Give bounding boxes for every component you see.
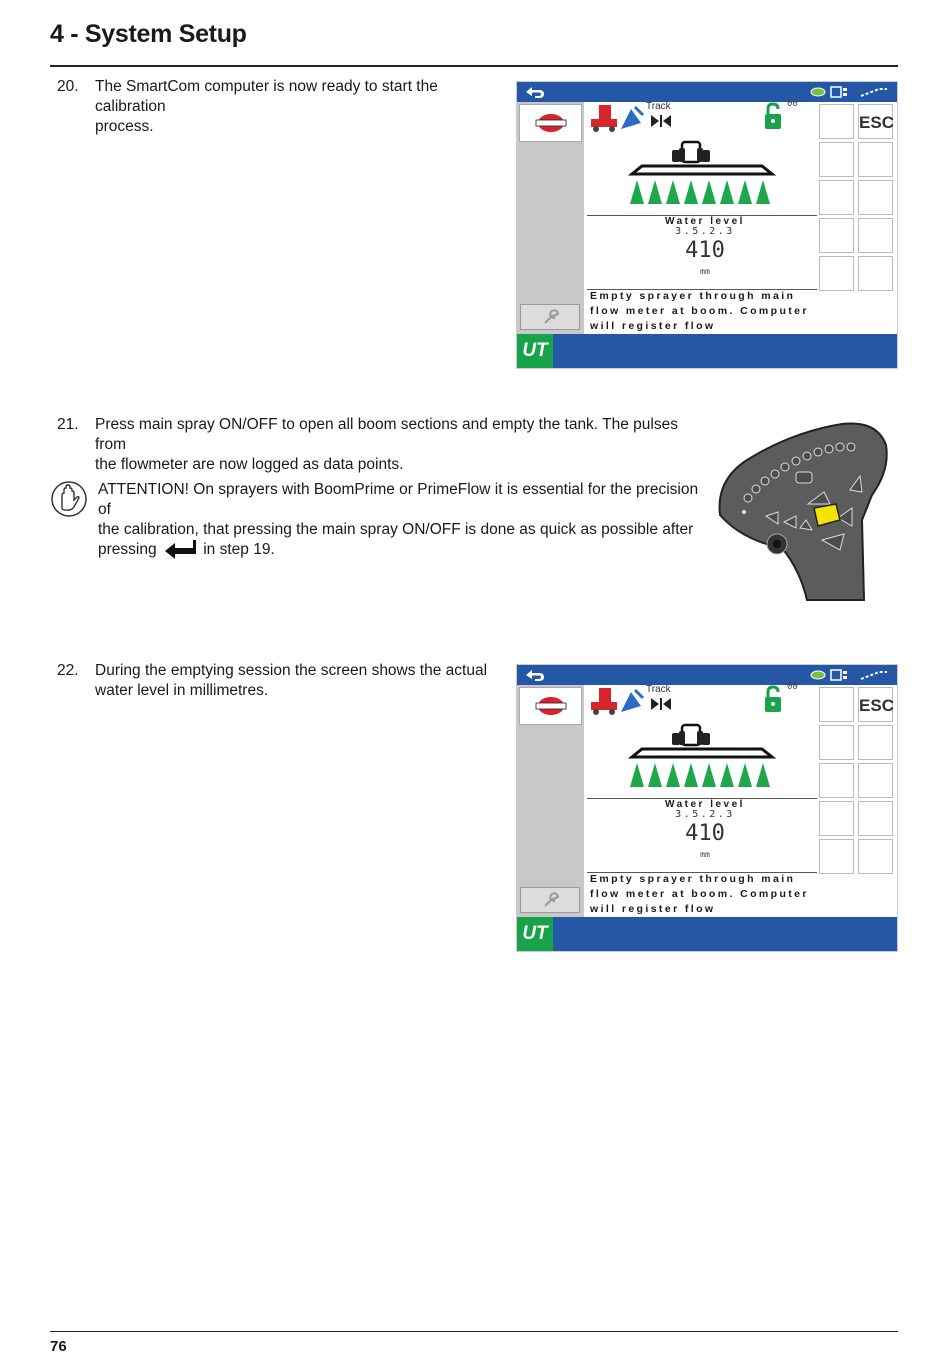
message-line2: flow meter at boom. Computer [590, 888, 809, 900]
footer-rule [50, 1331, 898, 1332]
terminal-screenshot-1 [516, 81, 898, 369]
water-level-code: 3.5.2.3 [675, 809, 735, 820]
terminal-screenshot-2 [516, 664, 898, 952]
water-level-unit: mm [700, 850, 710, 859]
soft-key[interactable] [819, 180, 854, 215]
satellite-icon [617, 103, 645, 133]
step-text-line2: water level in millimetres. [95, 682, 269, 699]
step-text-line1: During the emptying session the screen shows the actual [95, 662, 488, 679]
hardi-logo [520, 105, 581, 141]
wrench-button[interactable] [520, 887, 580, 913]
step-22 [57, 661, 512, 703]
soft-key[interactable] [819, 839, 854, 874]
status-icons [809, 667, 895, 683]
hardi-logo [520, 688, 581, 724]
step-text-line2: process. [95, 118, 154, 135]
soft-key[interactable] [819, 687, 854, 722]
ut-logo: UT [517, 334, 553, 368]
joystick-image [712, 420, 892, 602]
boom-icon [622, 717, 782, 789]
soft-key[interactable] [819, 142, 854, 177]
track-icon [649, 697, 673, 711]
water-level-value: 410 [685, 821, 725, 846]
water-level-value: 410 [685, 238, 725, 263]
message-line3: will register flow [590, 320, 716, 332]
soft-key[interactable] [858, 725, 893, 760]
soft-key[interactable] [858, 142, 893, 177]
attention-line1: ATTENTION! On sprayers with BoomPrime or PrimeFlow it is essential for the precision of [98, 481, 699, 518]
track-icon [649, 114, 673, 128]
message-line1: Empty sprayer through main [590, 873, 796, 885]
status-icons [809, 84, 895, 100]
left-column [517, 102, 584, 334]
track-label: Track [646, 684, 671, 695]
boom-icon [622, 134, 782, 206]
step-number: 22. [57, 662, 79, 679]
satellite-icon [617, 686, 645, 716]
esc-button[interactable] [858, 104, 893, 139]
ut-logo: UT [517, 917, 553, 951]
step-number: 20. [57, 78, 79, 95]
water-level-title: Water level [665, 216, 745, 227]
sprayer-icon [589, 686, 619, 716]
water-level-code: 3.5.2.3 [675, 226, 735, 237]
chapter-title: 4 - System Setup [50, 20, 247, 48]
unlock-icon [762, 685, 784, 715]
soft-key[interactable] [858, 801, 893, 836]
hardi-tab[interactable] [519, 104, 582, 142]
back-arrow-icon [522, 84, 546, 100]
water-level-title: Water level [665, 799, 745, 810]
step-20 [57, 77, 512, 135]
track-label: Track [646, 101, 671, 112]
attention-pressing: pressing [98, 541, 157, 559]
soft-key[interactable] [819, 801, 854, 836]
soft-key[interactable] [858, 763, 893, 798]
message-line2: flow meter at boom. Computer [590, 305, 809, 317]
soft-key[interactable] [819, 256, 854, 291]
soft-key[interactable] [819, 763, 854, 798]
page-number: 76 [50, 1338, 67, 1355]
counter: 00 [787, 682, 798, 692]
calibration-message [590, 289, 822, 334]
header-rule [50, 65, 898, 67]
esc-button[interactable] [858, 687, 893, 722]
terminal-top-bar [517, 665, 897, 685]
soft-key[interactable] [819, 104, 854, 139]
sprayer-icon [589, 103, 619, 133]
soft-key[interactable] [819, 725, 854, 760]
terminal-bottom-bar [517, 334, 897, 368]
soft-key[interactable] [858, 218, 893, 253]
step-text [95, 77, 512, 137]
calibration-message [590, 872, 822, 917]
water-level-unit: mm [700, 267, 710, 276]
soft-key[interactable] [858, 839, 893, 874]
enter-icon [163, 540, 197, 560]
attention-line2: the calibration, that pressing the main spray ON/OFF is done as quick as possible after [98, 521, 694, 538]
wrench-button[interactable] [520, 304, 580, 330]
soft-key[interactable] [819, 218, 854, 253]
message-line1: Empty sprayer through main [590, 290, 796, 302]
step-number: 21. [57, 416, 79, 433]
counter: 00 [787, 99, 798, 109]
soft-key[interactable] [858, 180, 893, 215]
step-text-line2: the flowmeter are now logged as data points. [95, 456, 404, 473]
hardi-tab[interactable] [519, 687, 582, 725]
step-text-line1: The SmartCom computer is now ready to start the calibration [95, 78, 438, 115]
attention-hand-icon [50, 480, 88, 518]
terminal-bottom-bar [517, 917, 897, 951]
terminal-top-bar [517, 82, 897, 102]
attention-text [98, 480, 708, 560]
attention-after-icon: in step 19. [203, 541, 275, 559]
step-text-line1: Press main spray ON/OFF to open all boom sections and empty the tank. The pulses from [95, 416, 678, 453]
unlock-icon [762, 102, 784, 132]
soft-key[interactable] [858, 256, 893, 291]
esc-label: ESC [859, 696, 894, 715]
back-arrow-icon [522, 667, 546, 683]
esc-label: ESC [859, 113, 894, 132]
wrench-icon [521, 305, 579, 329]
message-line3: will register flow [590, 903, 716, 915]
step-21 [57, 415, 707, 473]
step-text [95, 661, 487, 701]
left-column [517, 685, 584, 917]
wrench-icon [521, 888, 579, 912]
step-text [95, 415, 707, 475]
